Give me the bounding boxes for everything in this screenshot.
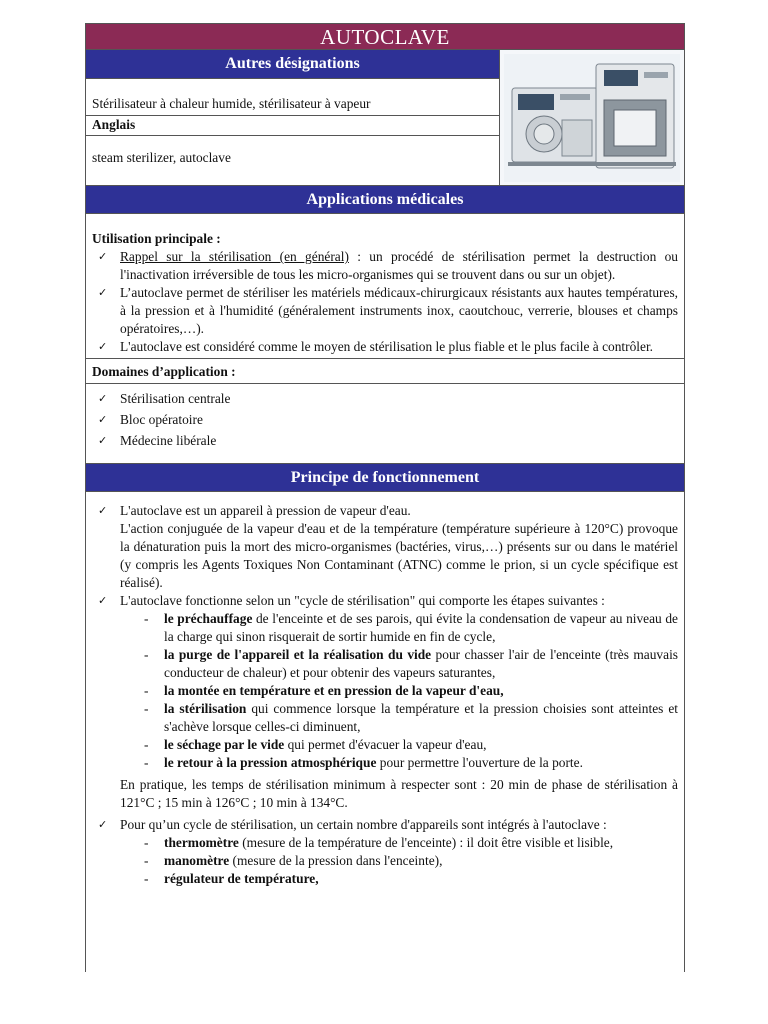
english-names: steam sterilizer, autoclave — [92, 150, 231, 165]
cycle-step — [164, 682, 678, 700]
cycle-step — [164, 610, 678, 646]
list-item — [120, 338, 678, 356]
device-title: manomètre — [164, 853, 230, 868]
device-title: thermomètre — [164, 835, 239, 850]
main-use-lead: Rappel sur la stérilisation (en général) — [120, 249, 349, 264]
domains-list — [92, 384, 678, 451]
step-title: le préchauffage — [164, 611, 253, 626]
main-use-text: : un procédé de stérilisation permet la destruction ou l'inactivation irréversible de tous les micro-organismes qui se trouvent dans ou sur un objet). — [120, 249, 678, 282]
step-text: de l'enceinte et de ses parois, qui évite la condensation de vapeur au niveau de la charge qui sinon risquerait de sortir humide en fin de cycle, — [164, 611, 678, 644]
main-use-text: L'autoclave est considéré comme le moyen de stérilisation le plus fiable et le plus facile à contrôler. — [120, 339, 654, 354]
step-text: pour chasser l'air de l'enceinte (très mauvais conducteur de chaleur) et pour obtenir des vapeurs saturantes, — [164, 647, 678, 680]
principle-detail: L'action conjuguée de la vapeur d'eau et de la température (température supérieure à 120°C) provoque la dénaturation puis la mort des micro-organismes (bactéries, virus,…) présents sur ou dans le matériel (y compris les Agents Toxiques Non Contaminant (ATNC) comme le prion, si un cycle spécifique est réalisé). — [120, 521, 678, 590]
cycle-steps — [120, 610, 678, 772]
devices-list — [120, 834, 678, 888]
cycle-intro: ✓ L'autoclave fonctionne selon un "cycle de stérilisation" qui comporte les étapes suivantes : — [120, 593, 605, 608]
device-item — [164, 870, 678, 888]
main-use-text: L’autoclave permet de stériliser les matériels médicaux-chirurgicaux résistants aux hautes températures, à la pression et à l'humidité (généralement instruments inox, caoutchouc, verrerie, blouses et champs opératoires,…). — [120, 285, 678, 336]
device-text: (mesure de la pression dans l'enceinte), — [229, 853, 443, 868]
practice-note: En pratique, les temps de stérilisation minimum à respecter sont : 20 min de phase de stérilisation à 121°C ; 15 min à 126°C ; 10 min à 134°C. — [120, 777, 678, 810]
principle-heading: Principe de fonctionnement — [85, 464, 685, 492]
list-item: ✓ Stérilisation centrale — [120, 388, 678, 409]
cycle-step — [164, 754, 678, 772]
list-item — [120, 248, 678, 284]
step-text: qui commence lorsque la température et la pression choisies sont atteintes et s'achève lorsque celles-ci diminuent, — [164, 701, 678, 734]
designations-block — [85, 50, 685, 186]
list-item — [120, 284, 678, 338]
principle-list — [92, 502, 678, 888]
autoclave-illustration-icon — [504, 54, 680, 182]
list-item — [120, 592, 678, 812]
principle-intro: ✓ L'autoclave est un appareil à pression de vapeur d'eau. — [120, 503, 411, 518]
designations-column — [86, 50, 500, 185]
domains-label: Domaines d’application : — [86, 363, 684, 384]
list-item: ✓ Médecine libérale — [120, 430, 678, 451]
main-use-list — [92, 248, 678, 356]
step-title: la stérilisation — [164, 701, 247, 716]
cycle-step — [164, 736, 678, 754]
main-use-label: Utilisation principale : — [92, 231, 221, 246]
autoclave-photo — [500, 50, 684, 185]
cycle-step — [164, 646, 678, 682]
step-title: le retour à la pression atmosphérique — [164, 755, 377, 770]
step-title: le séchage par le vide — [164, 737, 285, 752]
device-title: régulateur de température, — [164, 871, 319, 886]
applications-heading: Applications médicales — [85, 186, 685, 214]
english-label: Anglais — [86, 116, 499, 136]
list-item: ✓ Bloc opératoire — [120, 409, 678, 430]
step-title: la montée en température et en pression de la vapeur d'eau, — [164, 683, 504, 698]
document-title: AUTOCLAVE — [85, 23, 685, 50]
devices-intro: ✓ Pour qu’un cycle de stérilisation, un certain nombre d'appareils sont intégrés à l'autoclave : — [120, 817, 607, 832]
step-title: la purge de l'appareil et la réalisation du vide — [164, 647, 432, 662]
designations-heading: Autres désignations — [86, 50, 499, 79]
device-item — [164, 852, 678, 870]
device-text: (mesure de la température de l'enceinte) : il doit être visible et lisible, — [238, 835, 614, 850]
device-item — [164, 834, 678, 852]
document-sheet — [85, 23, 685, 972]
cycle-step — [164, 700, 678, 736]
principle-section — [85, 492, 685, 972]
domains-section — [85, 359, 685, 464]
french-names: Stérilisateur à chaleur humide, stérilisateur à vapeur — [86, 79, 499, 116]
step-text: qui permet d'évacuer la vapeur d'eau, — [284, 737, 487, 752]
list-item — [120, 816, 678, 888]
step-text: pour permettre l'ouverture de la porte. — [376, 755, 583, 770]
list-item — [120, 502, 678, 592]
main-use-section — [85, 214, 685, 359]
